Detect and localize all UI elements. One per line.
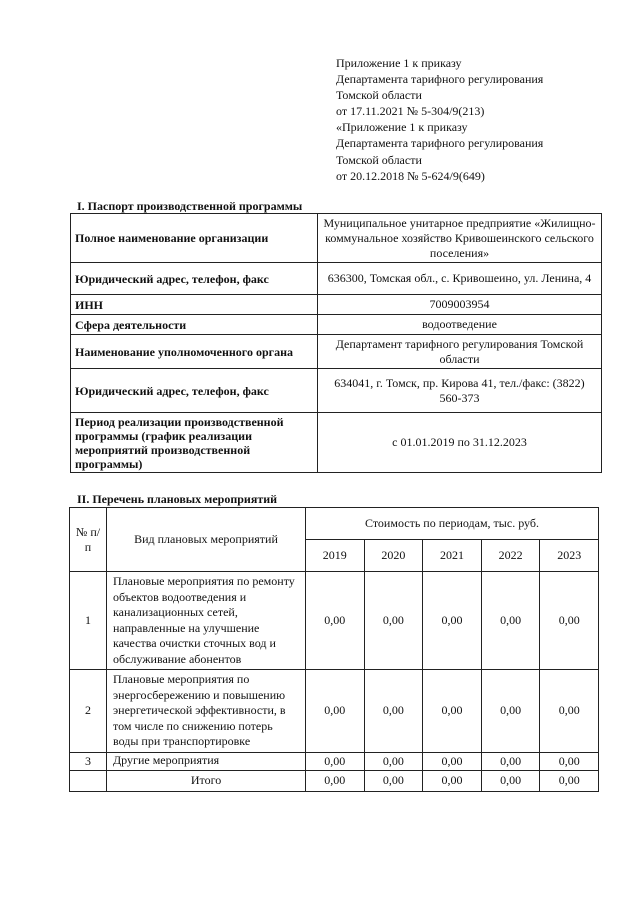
row-value: 0,00 bbox=[540, 670, 599, 753]
passport-label: ИНН bbox=[71, 295, 318, 315]
section2-title: II. Перечень плановых мероприятий bbox=[77, 492, 278, 506]
passport-value: с 01.01.2019 по 31.12.2023 bbox=[318, 413, 602, 473]
passport-value: 7009003954 bbox=[318, 295, 602, 315]
appendix-line: от 17.11.2021 № 5-304/9(213) bbox=[336, 104, 485, 119]
row-num: 2 bbox=[70, 670, 107, 753]
total-value: 0,00 bbox=[423, 770, 482, 791]
passport-row bbox=[71, 295, 602, 315]
passport-label: Наименование уполномоченного органа bbox=[71, 335, 318, 369]
header-year: 2020 bbox=[364, 540, 423, 572]
appendix-header bbox=[336, 55, 543, 184]
passport-label: Сфера деятельности bbox=[71, 315, 318, 335]
total-value: 0,00 bbox=[481, 770, 540, 791]
appendix-line: Томской области bbox=[336, 152, 422, 167]
row-value: 0,00 bbox=[540, 572, 599, 670]
appendix-line: от 20.12.2018 № 5-624/9(649) bbox=[336, 168, 485, 183]
row-name: Плановые мероприятия по энергосбережению и повышению энергетической эффективности, в том числе по снижению потерь воды при транспортировке bbox=[107, 670, 306, 753]
row-name: Плановые мероприятия по ремонту объектов водоотведения и канализационных сетей, направленные на улучшение качества очистки сточных вод и обслуживание абонентов bbox=[107, 572, 306, 670]
total-value: 0,00 bbox=[540, 770, 599, 791]
total-label: Итого bbox=[107, 770, 306, 791]
appendix-line: Томской области bbox=[336, 88, 422, 103]
row-name: Другие мероприятия bbox=[107, 752, 306, 770]
header-year: 2023 bbox=[540, 540, 599, 572]
passport-label: Полное наименование организации bbox=[71, 214, 318, 263]
passport-value: 636300, Томская обл., с. Кривошеино, ул. Ленина, 4 bbox=[318, 263, 602, 295]
header-cost: Стоимость по периодам, тыс. руб. bbox=[306, 508, 599, 540]
header-year: 2019 bbox=[306, 540, 365, 572]
appendix-line: «Приложение 1 к приказу bbox=[336, 120, 468, 135]
appendix-line: Приложение 1 к приказу bbox=[336, 56, 462, 70]
row-value: 0,00 bbox=[540, 752, 599, 770]
passport-value: Муниципальное унитарное предприятие «Жилищно-коммунальное хозяйство Кривошеинского сельского поселения» bbox=[318, 214, 602, 263]
passport-row bbox=[71, 335, 602, 369]
table-row bbox=[70, 572, 599, 670]
row-value: 0,00 bbox=[306, 572, 365, 670]
passport-row bbox=[71, 369, 602, 413]
passport-row bbox=[71, 263, 602, 295]
row-value: 0,00 bbox=[364, 670, 423, 753]
header-name: Вид плановых мероприятий bbox=[107, 508, 306, 572]
table-row bbox=[70, 670, 599, 753]
appendix-line: Департамента тарифного регулирования bbox=[336, 72, 544, 87]
passport-label: Юридический адрес, телефон, факс bbox=[71, 263, 318, 295]
header-year: 2022 bbox=[481, 540, 540, 572]
row-value: 0,00 bbox=[364, 572, 423, 670]
passport-value: водоотведение bbox=[318, 315, 602, 335]
row-value: 0,00 bbox=[423, 670, 482, 753]
row-value: 0,00 bbox=[481, 670, 540, 753]
header-year: 2021 bbox=[423, 540, 482, 572]
total-num-cell bbox=[70, 770, 107, 791]
passport-row bbox=[71, 214, 602, 263]
total-value: 0,00 bbox=[306, 770, 365, 791]
row-value: 0,00 bbox=[306, 670, 365, 753]
row-value: 0,00 bbox=[423, 752, 482, 770]
row-value: 0,00 bbox=[423, 572, 482, 670]
passport-table bbox=[70, 213, 602, 473]
passport-row bbox=[71, 413, 602, 473]
section1-title: I. Паспорт производственной программы bbox=[77, 199, 303, 213]
row-value: 0,00 bbox=[364, 752, 423, 770]
total-value: 0,00 bbox=[364, 770, 423, 791]
header-num: № п/п bbox=[70, 508, 107, 572]
appendix-line: Департамента тарифного регулирования bbox=[336, 136, 544, 151]
plan-table bbox=[69, 507, 599, 792]
total-row bbox=[70, 770, 599, 791]
passport-label: Период реализации производственной программы (график реализации мероприятий производственной программы) bbox=[71, 413, 318, 473]
row-value: 0,00 bbox=[481, 752, 540, 770]
row-num: 3 bbox=[70, 752, 107, 770]
passport-row bbox=[71, 315, 602, 335]
passport-label: Юридический адрес, телефон, факс bbox=[71, 369, 318, 413]
header-row bbox=[70, 508, 599, 540]
passport-value: 634041, г. Томск, пр. Кирова 41, тел./факс: (3822) 560-373 bbox=[318, 369, 602, 413]
table-row bbox=[70, 752, 599, 770]
row-num: 1 bbox=[70, 572, 107, 670]
row-value: 0,00 bbox=[481, 572, 540, 670]
row-value: 0,00 bbox=[306, 752, 365, 770]
passport-value: Департамент тарифного регулирования Томской области bbox=[318, 335, 602, 369]
